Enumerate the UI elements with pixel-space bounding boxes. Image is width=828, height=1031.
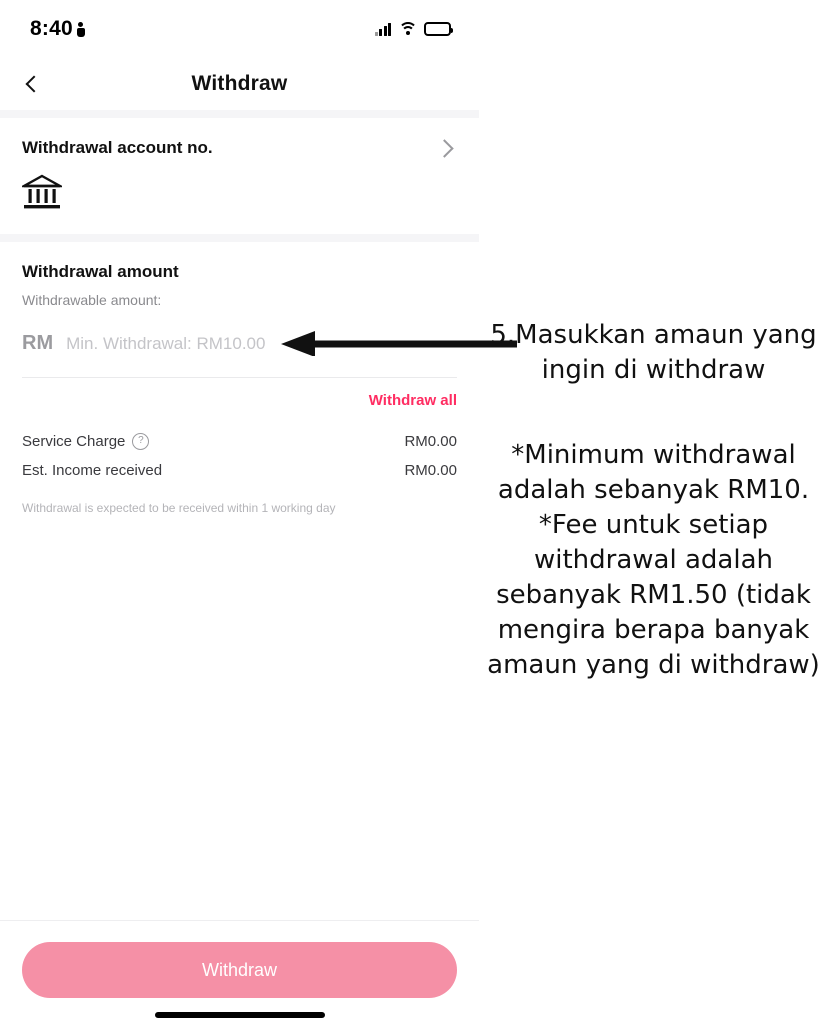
- withdrawal-note: Withdrawal is expected to be received within 1 working day: [22, 501, 336, 515]
- status-bar-left: [30, 17, 85, 41]
- withdrawable-amount-label: Withdrawable amount:: [22, 292, 162, 308]
- chevron-right-icon[interactable]: [435, 139, 453, 157]
- page-title: Withdraw: [191, 72, 288, 95]
- withdrawal-account-section[interactable]: [0, 118, 479, 234]
- withdrawal-amount-title: Withdrawal amount: [22, 262, 179, 281]
- service-charge-row: [22, 427, 457, 456]
- account-number-value: [76, 186, 457, 200]
- amount-input-placeholder: Min. Withdrawal: RM10.00: [66, 333, 266, 353]
- withdrawal-account-header[interactable]: [22, 118, 457, 174]
- withdrawal-account-row[interactable]: [22, 174, 457, 234]
- battery-icon: [424, 22, 451, 36]
- section-divider: [0, 110, 479, 118]
- status-bar: [0, 0, 479, 58]
- chevron-left-icon[interactable]: [18, 70, 46, 98]
- annotation-layer: [479, 0, 828, 1031]
- est-income-row: [22, 456, 457, 485]
- wifi-icon: [398, 22, 417, 36]
- withdraw-all-button[interactable]: Withdraw all: [368, 392, 457, 409]
- footer-bar: [0, 920, 479, 1031]
- home-indicator: [155, 1012, 325, 1018]
- bank-icon: [22, 174, 62, 212]
- service-charge-value: RM0.00: [404, 433, 457, 450]
- question-mark-icon[interactable]: ?: [132, 433, 149, 450]
- currency-prefix: RM: [22, 332, 54, 354]
- withdrawal-account-title: Withdrawal account no.: [22, 138, 213, 157]
- cellular-signal-icon: [375, 23, 392, 36]
- annotation-line-1: 5.Masukkan amaun yang ingin di withdraw: [490, 320, 817, 385]
- nav-bar: [0, 58, 479, 110]
- location-arrow-icon: [77, 22, 85, 37]
- status-bar-right: [375, 22, 452, 36]
- est-income-label: Est. Income received: [22, 462, 163, 479]
- service-charge-text: Service Charge: [22, 433, 126, 450]
- withdrawal-amount-section: [0, 242, 479, 515]
- annotation-line-2: *Minimum withdrawal adalah sebanyak RM10. *Fee untuk setiap withdrawal adalah sebanyak RM1.50 (tidak mengira berapa banyak amaun yang di withdraw): [487, 440, 820, 680]
- est-income-value: RM0.00: [404, 462, 457, 479]
- section-divider-2: [0, 234, 479, 242]
- service-charge-label: [22, 433, 149, 450]
- status-bar-time: 8:40: [30, 17, 73, 40]
- withdraw-all-row: [22, 378, 457, 427]
- withdraw-button[interactable]: Withdraw: [22, 942, 457, 998]
- battery-level-text: 31: [432, 25, 443, 35]
